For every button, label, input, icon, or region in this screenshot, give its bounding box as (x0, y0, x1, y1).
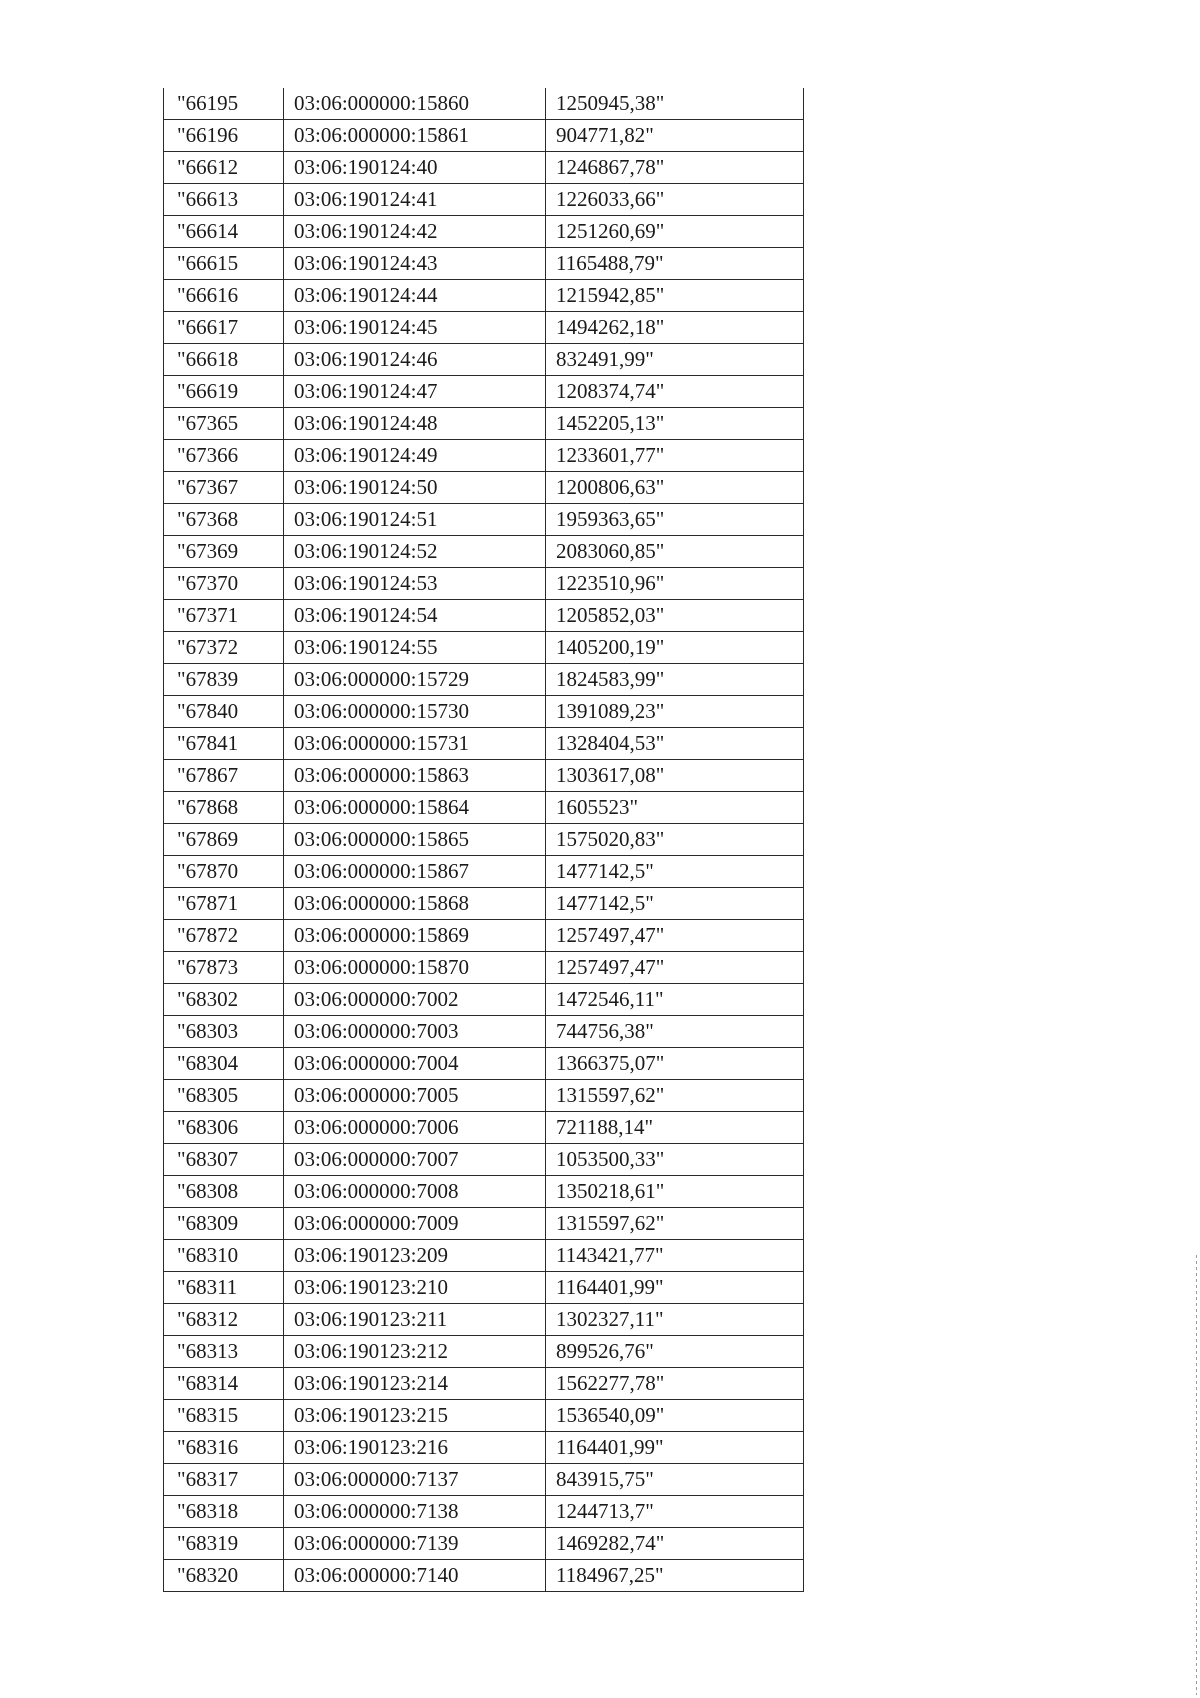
cadastral-value-cell: 1233601,77" (546, 440, 804, 472)
cadastral-number-cell: 03:06:000000:7004 (284, 1048, 546, 1080)
table-row (164, 792, 804, 824)
scan-edge-mark (1196, 1255, 1197, 1695)
cadastral-value-cell: 1959363,65" (546, 504, 804, 536)
cadastral-number-cell: 03:06:000000:7138 (284, 1496, 546, 1528)
row-number-cell: "68310 (164, 1240, 284, 1272)
row-number-cell: "67839 (164, 664, 284, 696)
table-row (164, 1176, 804, 1208)
row-number-cell: "67372 (164, 632, 284, 664)
table-row (164, 344, 804, 376)
cadastral-value-cell: 2083060,85" (546, 536, 804, 568)
cadastral-value-cell: 1200806,63" (546, 472, 804, 504)
table-row (164, 760, 804, 792)
cadastral-number-cell: 03:06:000000:15731 (284, 728, 546, 760)
cadastral-number-cell: 03:06:000000:15863 (284, 760, 546, 792)
row-number-cell: "67871 (164, 888, 284, 920)
cadastral-value-cell: 1205852,03" (546, 600, 804, 632)
row-number-cell: "66617 (164, 312, 284, 344)
cadastral-value-cell: 899526,76" (546, 1336, 804, 1368)
cadastral-value-cell: 1226033,66" (546, 184, 804, 216)
cadastral-number-cell: 03:06:000000:15729 (284, 664, 546, 696)
row-number-cell: "68313 (164, 1336, 284, 1368)
cadastral-number-cell: 03:06:000000:7006 (284, 1112, 546, 1144)
cadastral-number-cell: 03:06:190124:51 (284, 504, 546, 536)
cadastral-number-cell: 03:06:190123:214 (284, 1368, 546, 1400)
cadastral-number-cell: 03:06:190124:42 (284, 216, 546, 248)
cadastral-value-cell: 1257497,47" (546, 952, 804, 984)
table-row (164, 1240, 804, 1272)
row-number-cell: "67868 (164, 792, 284, 824)
cadastral-value-cell: 1575020,83" (546, 824, 804, 856)
cadastral-number-cell: 03:06:000000:7139 (284, 1528, 546, 1560)
table-row (164, 696, 804, 728)
table-row (164, 888, 804, 920)
row-number-cell: "67370 (164, 568, 284, 600)
cadastral-number-cell: 03:06:000000:15730 (284, 696, 546, 728)
table-row (164, 1528, 804, 1560)
row-number-cell: "68304 (164, 1048, 284, 1080)
table-body (164, 88, 804, 1592)
row-number-cell: "68315 (164, 1400, 284, 1432)
row-number-cell: "68311 (164, 1272, 284, 1304)
cadastral-number-cell: 03:06:190123:209 (284, 1240, 546, 1272)
table-row (164, 1336, 804, 1368)
cadastral-value-cell: 1824583,99" (546, 664, 804, 696)
cadastral-number-cell: 03:06:000000:15867 (284, 856, 546, 888)
table-row (164, 728, 804, 760)
cadastral-value-cell: 721188,14" (546, 1112, 804, 1144)
cadastral-value-cell: 1315597,62" (546, 1208, 804, 1240)
row-number-cell: "67867 (164, 760, 284, 792)
cadastral-number-cell: 03:06:190124:44 (284, 280, 546, 312)
table-row (164, 184, 804, 216)
row-number-cell: "68307 (164, 1144, 284, 1176)
cadastral-number-cell: 03:06:190124:48 (284, 408, 546, 440)
cadastral-value-cell: 1477142,5" (546, 888, 804, 920)
row-number-cell: "67869 (164, 824, 284, 856)
row-number-cell: "68312 (164, 1304, 284, 1336)
cadastral-number-cell: 03:06:000000:15860 (284, 88, 546, 120)
table-row (164, 472, 804, 504)
cadastral-value-cell: 1562277,78" (546, 1368, 804, 1400)
table-row (164, 1272, 804, 1304)
table-row (164, 216, 804, 248)
cadastral-number-cell: 03:06:190124:55 (284, 632, 546, 664)
table-row (164, 1080, 804, 1112)
table-row (164, 152, 804, 184)
table-row (164, 1144, 804, 1176)
row-number-cell: "68305 (164, 1080, 284, 1112)
cadastral-value-cell: 1494262,18" (546, 312, 804, 344)
cadastral-value-cell: 1472546,11" (546, 984, 804, 1016)
cadastral-number-cell: 03:06:190124:49 (284, 440, 546, 472)
row-number-cell: "67841 (164, 728, 284, 760)
row-number-cell: "66614 (164, 216, 284, 248)
table-row (164, 1048, 804, 1080)
cadastral-number-cell: 03:06:000000:7009 (284, 1208, 546, 1240)
row-number-cell: "68316 (164, 1432, 284, 1464)
table-row (164, 568, 804, 600)
cadastral-number-cell: 03:06:000000:7003 (284, 1016, 546, 1048)
cadastral-number-cell: 03:06:190124:53 (284, 568, 546, 600)
cadastral-value-cell: 1366375,07" (546, 1048, 804, 1080)
table-row (164, 1016, 804, 1048)
row-number-cell: "66616 (164, 280, 284, 312)
cadastral-value-cell: 744756,38" (546, 1016, 804, 1048)
cadastral-value-cell: 1215942,85" (546, 280, 804, 312)
cadastral-value-cell: 1302327,11" (546, 1304, 804, 1336)
cadastral-value-cell: 1250945,38" (546, 88, 804, 120)
cadastral-value-cell: 1391089,23" (546, 696, 804, 728)
table-row (164, 600, 804, 632)
row-number-cell: "67872 (164, 920, 284, 952)
cadastral-number-cell: 03:06:190123:212 (284, 1336, 546, 1368)
cadastral-value-cell: 904771,82" (546, 120, 804, 152)
cadastral-number-cell: 03:06:190124:52 (284, 536, 546, 568)
row-number-cell: "68319 (164, 1528, 284, 1560)
row-number-cell: "68317 (164, 1464, 284, 1496)
cadastral-value-cell: 1184967,25" (546, 1560, 804, 1592)
cadastral-number-cell: 03:06:190123:216 (284, 1432, 546, 1464)
cadastral-number-cell: 03:06:000000:7140 (284, 1560, 546, 1592)
cadastral-number-cell: 03:06:190124:43 (284, 248, 546, 280)
row-number-cell: "68308 (164, 1176, 284, 1208)
cadastral-number-cell: 03:06:000000:7005 (284, 1080, 546, 1112)
row-number-cell: "68302 (164, 984, 284, 1016)
cadastral-number-cell: 03:06:000000:7008 (284, 1176, 546, 1208)
row-number-cell: "67873 (164, 952, 284, 984)
row-number-cell: "66619 (164, 376, 284, 408)
cadastral-value-table (163, 88, 804, 1592)
table-row (164, 408, 804, 440)
cadastral-number-cell: 03:06:000000:15861 (284, 120, 546, 152)
cadastral-number-cell: 03:06:190124:41 (284, 184, 546, 216)
table-row (164, 440, 804, 472)
cadastral-value-cell: 1208374,74" (546, 376, 804, 408)
table-row (164, 952, 804, 984)
cadastral-number-cell: 03:06:000000:7002 (284, 984, 546, 1016)
cadastral-number-cell: 03:06:190124:46 (284, 344, 546, 376)
table-row (164, 1432, 804, 1464)
cadastral-value-cell: 1469282,74" (546, 1528, 804, 1560)
table-row (164, 1112, 804, 1144)
cadastral-value-cell: 1246867,78" (546, 152, 804, 184)
row-number-cell: "68306 (164, 1112, 284, 1144)
row-number-cell: "67840 (164, 696, 284, 728)
table-row (164, 632, 804, 664)
row-number-cell: "67369 (164, 536, 284, 568)
cadastral-value-cell: 1244713,7" (546, 1496, 804, 1528)
table-row (164, 984, 804, 1016)
cadastral-number-cell: 03:06:190124:54 (284, 600, 546, 632)
cadastral-value-cell: 1053500,33" (546, 1144, 804, 1176)
cadastral-number-cell: 03:06:190124:50 (284, 472, 546, 504)
row-number-cell: "68320 (164, 1560, 284, 1592)
table-row (164, 1560, 804, 1592)
table-row (164, 88, 804, 120)
cadastral-number-cell: 03:06:000000:7007 (284, 1144, 546, 1176)
cadastral-number-cell: 03:06:000000:15865 (284, 824, 546, 856)
cadastral-value-cell: 1165488,79" (546, 248, 804, 280)
table-row (164, 1464, 804, 1496)
cadastral-value-cell: 1257497,47" (546, 920, 804, 952)
cadastral-value-cell: 843915,75" (546, 1464, 804, 1496)
table-row (164, 536, 804, 568)
cadastral-number-cell: 03:06:190123:211 (284, 1304, 546, 1336)
cadastral-value-cell: 1143421,77" (546, 1240, 804, 1272)
table-row (164, 1304, 804, 1336)
cadastral-value-cell: 832491,99" (546, 344, 804, 376)
cadastral-value-cell: 1350218,61" (546, 1176, 804, 1208)
row-number-cell: "67365 (164, 408, 284, 440)
row-number-cell: "66618 (164, 344, 284, 376)
row-number-cell: "67371 (164, 600, 284, 632)
cadastral-value-cell: 1315597,62" (546, 1080, 804, 1112)
cadastral-number-cell: 03:06:190124:47 (284, 376, 546, 408)
row-number-cell: "67870 (164, 856, 284, 888)
table-row (164, 120, 804, 152)
cadastral-value-cell: 1251260,69" (546, 216, 804, 248)
cadastral-value-cell: 1452205,13" (546, 408, 804, 440)
cadastral-value-cell: 1303617,08" (546, 760, 804, 792)
cadastral-number-cell: 03:06:000000:15869 (284, 920, 546, 952)
table-row (164, 248, 804, 280)
row-number-cell: "66195 (164, 88, 284, 120)
row-number-cell: "66196 (164, 120, 284, 152)
row-number-cell: "68318 (164, 1496, 284, 1528)
row-number-cell: "66615 (164, 248, 284, 280)
table-row (164, 312, 804, 344)
table-row (164, 1208, 804, 1240)
row-number-cell: "68314 (164, 1368, 284, 1400)
row-number-cell: "67366 (164, 440, 284, 472)
table-row (164, 376, 804, 408)
cadastral-value-cell: 1328404,53" (546, 728, 804, 760)
table-row (164, 664, 804, 696)
row-number-cell: "67368 (164, 504, 284, 536)
table-row (164, 504, 804, 536)
cadastral-number-cell: 03:06:190124:40 (284, 152, 546, 184)
cadastral-number-cell: 03:06:190123:215 (284, 1400, 546, 1432)
cadastral-value-cell: 1605523" (546, 792, 804, 824)
cadastral-number-cell: 03:06:000000:15868 (284, 888, 546, 920)
table-row (164, 824, 804, 856)
cadastral-value-cell: 1164401,99" (546, 1432, 804, 1464)
row-number-cell: "66612 (164, 152, 284, 184)
cadastral-number-cell: 03:06:000000:15870 (284, 952, 546, 984)
row-number-cell: "67367 (164, 472, 284, 504)
cadastral-value-cell: 1164401,99" (546, 1272, 804, 1304)
cadastral-number-cell: 03:06:190124:45 (284, 312, 546, 344)
table-row (164, 280, 804, 312)
cadastral-number-cell: 03:06:000000:7137 (284, 1464, 546, 1496)
row-number-cell: "68309 (164, 1208, 284, 1240)
table-row (164, 920, 804, 952)
cadastral-value-cell: 1477142,5" (546, 856, 804, 888)
row-number-cell: "66613 (164, 184, 284, 216)
table-row (164, 1368, 804, 1400)
cadastral-value-cell: 1405200,19" (546, 632, 804, 664)
cadastral-number-cell: 03:06:190123:210 (284, 1272, 546, 1304)
cadastral-value-cell: 1223510,96" (546, 568, 804, 600)
table-row (164, 1496, 804, 1528)
cadastral-number-cell: 03:06:000000:15864 (284, 792, 546, 824)
table-row (164, 856, 804, 888)
cadastral-value-cell: 1536540,09" (546, 1400, 804, 1432)
table-row (164, 1400, 804, 1432)
row-number-cell: "68303 (164, 1016, 284, 1048)
